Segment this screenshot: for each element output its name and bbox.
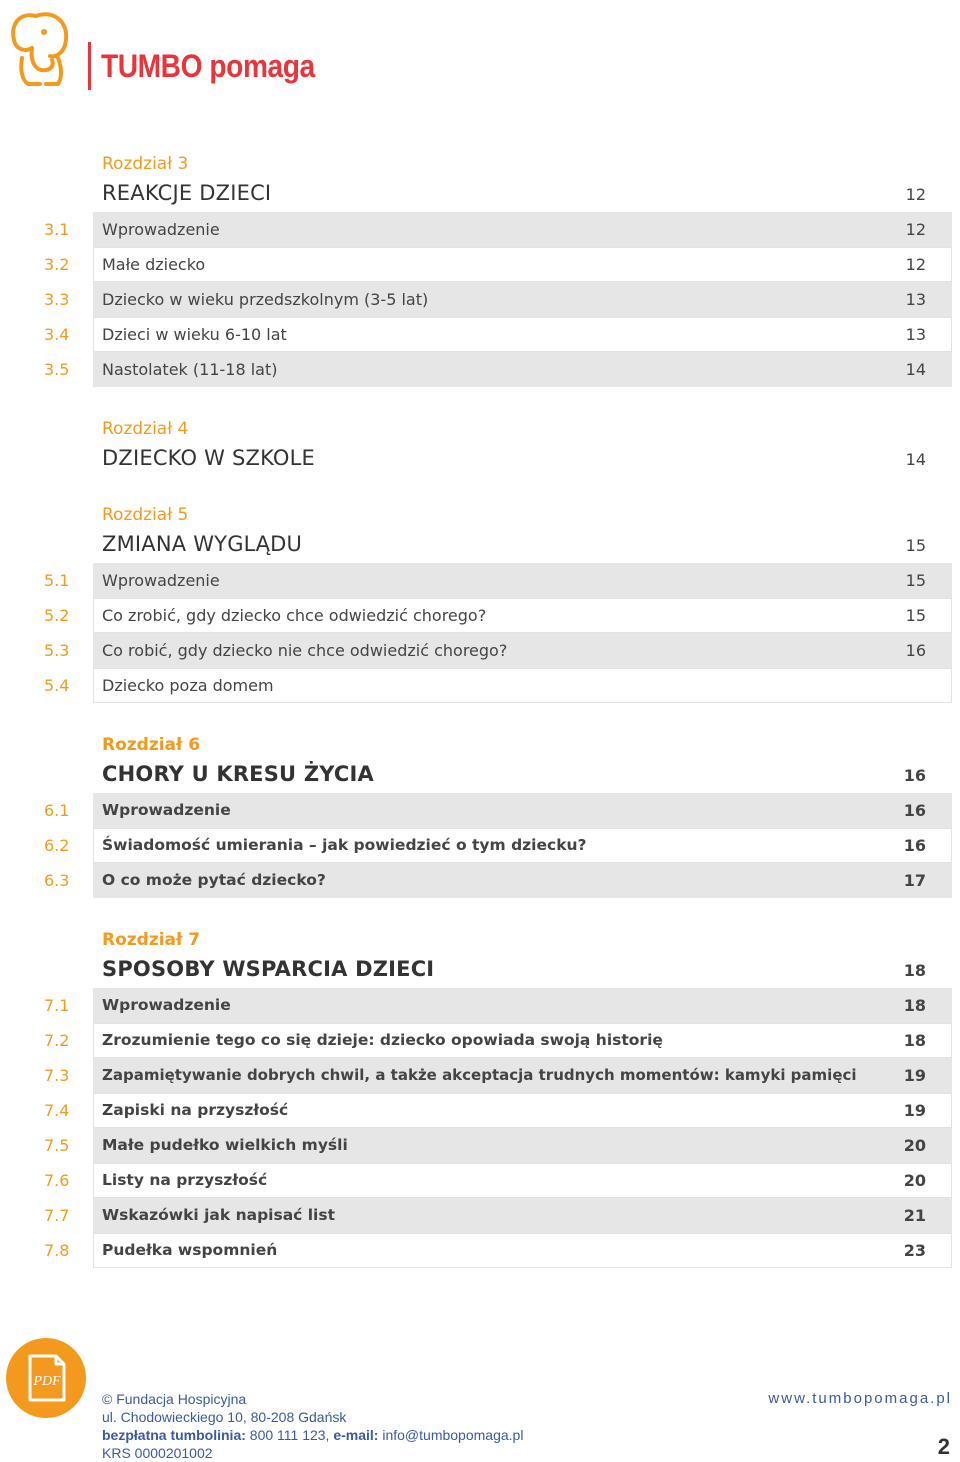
toc-row[interactable] — [0, 1023, 960, 1058]
table-of-contents — [0, 150, 960, 1296]
chapter-title: DZIECKO W SZKOLE — [102, 446, 315, 470]
section-title: O co może pytać dziecko? — [102, 871, 326, 889]
section-title: Wprowadzenie — [102, 571, 220, 590]
section-number: 5.4 — [44, 676, 70, 695]
toc-row[interactable] — [0, 633, 960, 668]
section-page: 14 — [905, 360, 926, 379]
section-page: 20 — [903, 1136, 926, 1155]
chapter-5 — [0, 501, 960, 703]
section-page: 16 — [903, 801, 926, 820]
section-page: 12 — [905, 255, 926, 274]
section-title: Co zrobić, gdy dziecko chce odwiedzić chorego? — [102, 606, 487, 625]
section-number: 7.3 — [44, 1066, 70, 1085]
section-number: 3.1 — [44, 220, 70, 239]
section-page: 13 — [905, 290, 926, 309]
chapter-page: 15 — [905, 536, 926, 555]
section-title: Wprowadzenie — [102, 801, 231, 819]
section-page: 21 — [903, 1206, 926, 1225]
footer-address: ul. Chodowieckiego 10, 80-208 Gdańsk — [102, 1409, 347, 1425]
toc-row[interactable] — [0, 563, 960, 598]
chapter-page: 12 — [905, 185, 926, 204]
section-number: 5.1 — [44, 571, 70, 590]
section-title: Małe dziecko — [102, 255, 206, 274]
section-page: 23 — [903, 1241, 926, 1260]
toc-row[interactable] — [0, 988, 960, 1023]
brand-title: TUMBO pomaga — [101, 48, 315, 84]
chapter-title: SPOSOBY WSPARCIA DZIECI — [102, 957, 435, 981]
toc-row[interactable] — [0, 1198, 960, 1233]
section-title: Zrozumienie tego co się dzieje: dziecko opowiada swoją historię — [102, 1031, 663, 1049]
chapter-label: Rozdział 4 — [102, 419, 189, 439]
toc-row[interactable] — [0, 247, 960, 282]
section-page: 12 — [905, 220, 926, 239]
section-title: Dzieci w wieku 6-10 lat — [102, 325, 287, 344]
chapter-page: 16 — [903, 766, 926, 785]
footer-email-label: e-mail: — [333, 1427, 379, 1443]
footer-phone-line — [102, 1426, 523, 1444]
section-title: Listy na przyszłość — [102, 1171, 268, 1189]
toc-row[interactable] — [0, 828, 960, 863]
chapter-label: Rozdział 7 — [102, 930, 201, 950]
section-page: 17 — [903, 871, 926, 890]
section-number: 6.2 — [44, 836, 70, 855]
section-number: 3.2 — [44, 255, 70, 274]
section-page: 18 — [903, 996, 926, 1015]
section-title: Wprowadzenie — [102, 996, 231, 1014]
section-number: 6.3 — [44, 871, 70, 890]
chapter-label: Rozdział 3 — [102, 154, 189, 174]
section-title: Co robić, gdy dziecko nie chce odwiedzić chorego? — [102, 641, 508, 660]
section-title: Zapamiętywanie dobrych chwil, a także akceptacja trudnych momentów: kamyki pamięci — [102, 1066, 857, 1084]
toc-row[interactable] — [0, 668, 960, 703]
section-number: 7.5 — [44, 1136, 70, 1155]
pdf-document-icon — [6, 1338, 86, 1418]
section-page: 19 — [903, 1066, 926, 1085]
footer-phone-label: bezpłatna tumbolinia: — [102, 1427, 246, 1443]
toc-row[interactable] — [0, 282, 960, 317]
footer-phone: 800 111 123, — [249, 1427, 330, 1443]
chapter-title: REAKCJE DZIECI — [102, 181, 272, 205]
section-title: Pudełka wspomnień — [102, 1241, 278, 1259]
brand-divider — [88, 42, 91, 90]
toc-row[interactable] — [0, 212, 960, 247]
chapter-title-row[interactable] — [0, 443, 960, 473]
svg-text:PDF: PDF — [33, 1374, 61, 1389]
footer-org: © Fundacja Hospicyjna — [102, 1391, 247, 1407]
section-page: 16 — [905, 641, 926, 660]
toc-row[interactable] — [0, 793, 960, 828]
toc-row[interactable] — [0, 352, 960, 387]
section-page: 15 — [905, 571, 926, 590]
section-number: 7.2 — [44, 1031, 70, 1050]
section-number: 5.2 — [44, 606, 70, 625]
chapter-7 — [0, 926, 960, 1268]
section-title: Nastolatek (11-18 lat) — [102, 360, 278, 379]
chapter-page: 18 — [903, 961, 926, 980]
chapter-title-row[interactable] — [0, 529, 960, 559]
toc-row[interactable] — [0, 598, 960, 633]
toc-row[interactable] — [0, 1163, 960, 1198]
chapter-title-row[interactable] — [0, 178, 960, 208]
section-page: 18 — [903, 1031, 926, 1050]
section-page: 15 — [905, 606, 926, 625]
chapter-3 — [0, 150, 960, 387]
toc-row[interactable] — [0, 1093, 960, 1128]
chapter-label: Rozdział 6 — [102, 735, 201, 755]
section-number: 3.3 — [44, 290, 70, 309]
section-title: Dziecko poza domem — [102, 676, 274, 695]
toc-row[interactable] — [0, 1128, 960, 1163]
footer-email[interactable]: info@tumbopomaga.pl — [382, 1427, 524, 1443]
section-number: 7.7 — [44, 1206, 70, 1225]
toc-row[interactable] — [0, 1058, 960, 1093]
page-header — [0, 0, 960, 100]
section-page: 13 — [905, 325, 926, 344]
section-page: 19 — [903, 1101, 926, 1120]
footer-krs: KRS 0000201002 — [102, 1445, 213, 1461]
section-number: 7.4 — [44, 1101, 70, 1120]
page-number: 2 — [937, 1434, 950, 1459]
section-number: 7.8 — [44, 1241, 70, 1260]
section-title: Wskazówki jak napisać list — [102, 1206, 336, 1224]
section-page: 20 — [903, 1171, 926, 1190]
footer-contact — [102, 1390, 523, 1462]
toc-row[interactable] — [0, 1233, 960, 1268]
section-title: Wprowadzenie — [102, 220, 220, 239]
section-number: 5.3 — [44, 641, 70, 660]
section-number: 3.4 — [44, 325, 70, 344]
chapter-4 — [0, 415, 960, 473]
section-page: 16 — [903, 836, 926, 855]
section-number: 6.1 — [44, 801, 70, 820]
toc-row[interactable] — [0, 317, 960, 352]
section-title: Małe pudełko wielkich myśli — [102, 1136, 348, 1154]
section-title: Dziecko w wieku przedszkolnym (3-5 lat) — [102, 290, 429, 309]
chapter-title-row[interactable] — [0, 954, 960, 984]
section-number: 7.1 — [44, 996, 70, 1015]
section-title: Świadomość umierania – jak powiedzieć o tym dziecku? — [102, 836, 587, 854]
chapter-6 — [0, 731, 960, 898]
section-number: 7.6 — [44, 1171, 70, 1190]
toc-row[interactable] — [0, 863, 960, 898]
section-title: Zapiski na przyszłość — [102, 1101, 289, 1119]
chapter-label: Rozdział 5 — [102, 505, 189, 525]
footer-website-link[interactable]: www.tumbopomaga.pl — [768, 1390, 952, 1407]
elephant-logo-icon — [6, 6, 76, 90]
chapter-page: 14 — [905, 450, 926, 469]
chapter-title-row[interactable] — [0, 759, 960, 789]
pdf-icon[interactable] — [6, 1338, 86, 1418]
chapter-title: ZMIANA WYGLĄDU — [102, 532, 303, 556]
chapter-title: CHORY U KRESU ŻYCIA — [102, 762, 374, 786]
section-number: 3.5 — [44, 360, 70, 379]
